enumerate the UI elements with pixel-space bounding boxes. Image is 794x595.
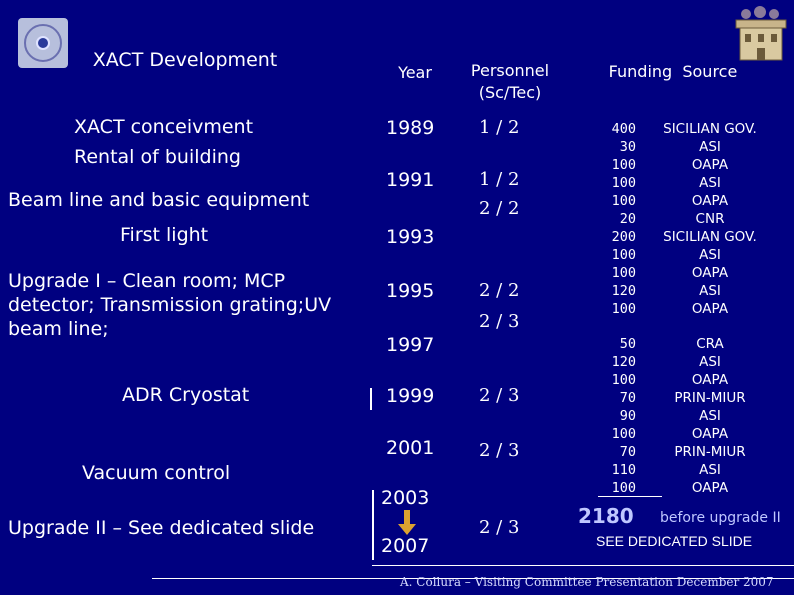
year-label: 2007 xyxy=(381,535,430,557)
year-label: 1999 xyxy=(386,385,435,407)
year-label: 2003 xyxy=(381,487,430,509)
funding-total-note: before upgrade II xyxy=(660,510,781,526)
funding-amount: 100 xyxy=(611,372,636,388)
funding-source: OAPA xyxy=(691,480,729,496)
task-label: XACT conceivment xyxy=(74,116,254,138)
funding-source: OAPA xyxy=(691,193,729,209)
funding-source: OAPA xyxy=(691,265,729,281)
funding-amount: 70 xyxy=(619,390,636,406)
funding-amount: 100 xyxy=(611,426,636,442)
funding-source: ASI xyxy=(699,462,721,478)
year-label: 1991 xyxy=(386,169,435,191)
funding-amount: 400 xyxy=(611,121,636,137)
personnel-ratio: 1 / 2 xyxy=(479,169,520,190)
funding-source: PRIN-MIUR xyxy=(674,390,746,406)
funding-amount: 20 xyxy=(619,211,636,227)
task-label: Vacuum control xyxy=(82,462,231,484)
funding-amount: 50 xyxy=(619,336,636,352)
task-label: Upgrade I – Clean room; MCP detector; Transmission grating;UV beam line; xyxy=(8,270,332,340)
funding-source: ASI xyxy=(699,175,721,191)
funding-header: Funding Source xyxy=(608,62,738,81)
funding-amount: 100 xyxy=(611,301,636,317)
funding-source: OAPA xyxy=(691,372,729,388)
task-label: ADR Cryostat xyxy=(122,384,250,406)
funding-source: ASI xyxy=(699,408,721,424)
funding-source: OAPA xyxy=(691,426,729,442)
personnel-ratio: 1 / 2 xyxy=(479,117,520,138)
personnel-header: Personnel (Sc/Tec) xyxy=(470,61,550,102)
funding-amount: 100 xyxy=(611,265,636,281)
funding-source: SICILIAN GOV. xyxy=(663,229,757,245)
funding-total: 2180 xyxy=(578,504,634,528)
funding-source: OAPA xyxy=(691,157,729,173)
funding-amount: 120 xyxy=(611,354,636,370)
funding-amount: 30 xyxy=(619,139,636,155)
funding-source: OAPA xyxy=(691,301,729,317)
year-label: 1997 xyxy=(386,334,435,356)
funding-amount: 100 xyxy=(611,247,636,263)
slide-title: XACT Development xyxy=(92,49,278,71)
separator-line xyxy=(370,388,372,410)
personnel-ratio: 2 / 3 xyxy=(479,440,520,461)
personnel-ratio: 2 / 3 xyxy=(479,517,520,538)
funding-amount: 100 xyxy=(611,193,636,209)
funding-amount: 110 xyxy=(611,462,636,478)
funding-amount: 100 xyxy=(611,157,636,173)
personnel-ratio: 2 / 2 xyxy=(479,198,520,219)
funding-amount: 100 xyxy=(611,480,636,496)
funding-amount: 200 xyxy=(611,229,636,245)
task-label: Upgrade II – See dedicated slide xyxy=(8,517,315,539)
funding-source: CNR xyxy=(695,211,725,227)
funding-source: ASI xyxy=(699,283,721,299)
funding-amount: 100 xyxy=(611,175,636,191)
personnel-ratio: 2 / 3 xyxy=(479,385,520,406)
down-arrow-icon xyxy=(404,510,410,524)
year-label: 1993 xyxy=(386,226,435,248)
year-label: 1989 xyxy=(386,117,435,139)
funding-amount: 70 xyxy=(619,444,636,460)
year-header: Year xyxy=(398,63,432,82)
institute-logo-icon xyxy=(18,18,68,68)
task-label: Beam line and basic equipment xyxy=(8,189,310,211)
year-label: 1995 xyxy=(386,280,435,302)
personnel-ratio: 2 / 3 xyxy=(479,311,520,332)
funding-source: ASI xyxy=(699,354,721,370)
down-arrow-head xyxy=(398,524,416,535)
building-emblem-icon xyxy=(730,4,790,62)
funding-source: PRIN-MIUR xyxy=(674,444,746,460)
year-label: 2001 xyxy=(386,437,435,459)
funding-source: ASI xyxy=(699,139,721,155)
task-label: First light xyxy=(120,224,209,246)
funding-source: ASI xyxy=(699,247,721,263)
task-label: Rental of building xyxy=(74,146,241,168)
see-dedicated-note: SEE DEDICATED SLIDE xyxy=(596,533,753,549)
separator-line xyxy=(372,490,374,560)
funding-source: CRA xyxy=(696,336,724,352)
footer-credit: A. Collura – Visiting Committee Presentation December 2007 xyxy=(400,575,774,589)
funding-amount: 120 xyxy=(611,283,636,299)
separator-line xyxy=(372,565,794,566)
funding-source: SICILIAN GOV. xyxy=(663,121,757,137)
funding-amount: 90 xyxy=(619,408,636,424)
personnel-ratio: 2 / 2 xyxy=(479,280,520,301)
